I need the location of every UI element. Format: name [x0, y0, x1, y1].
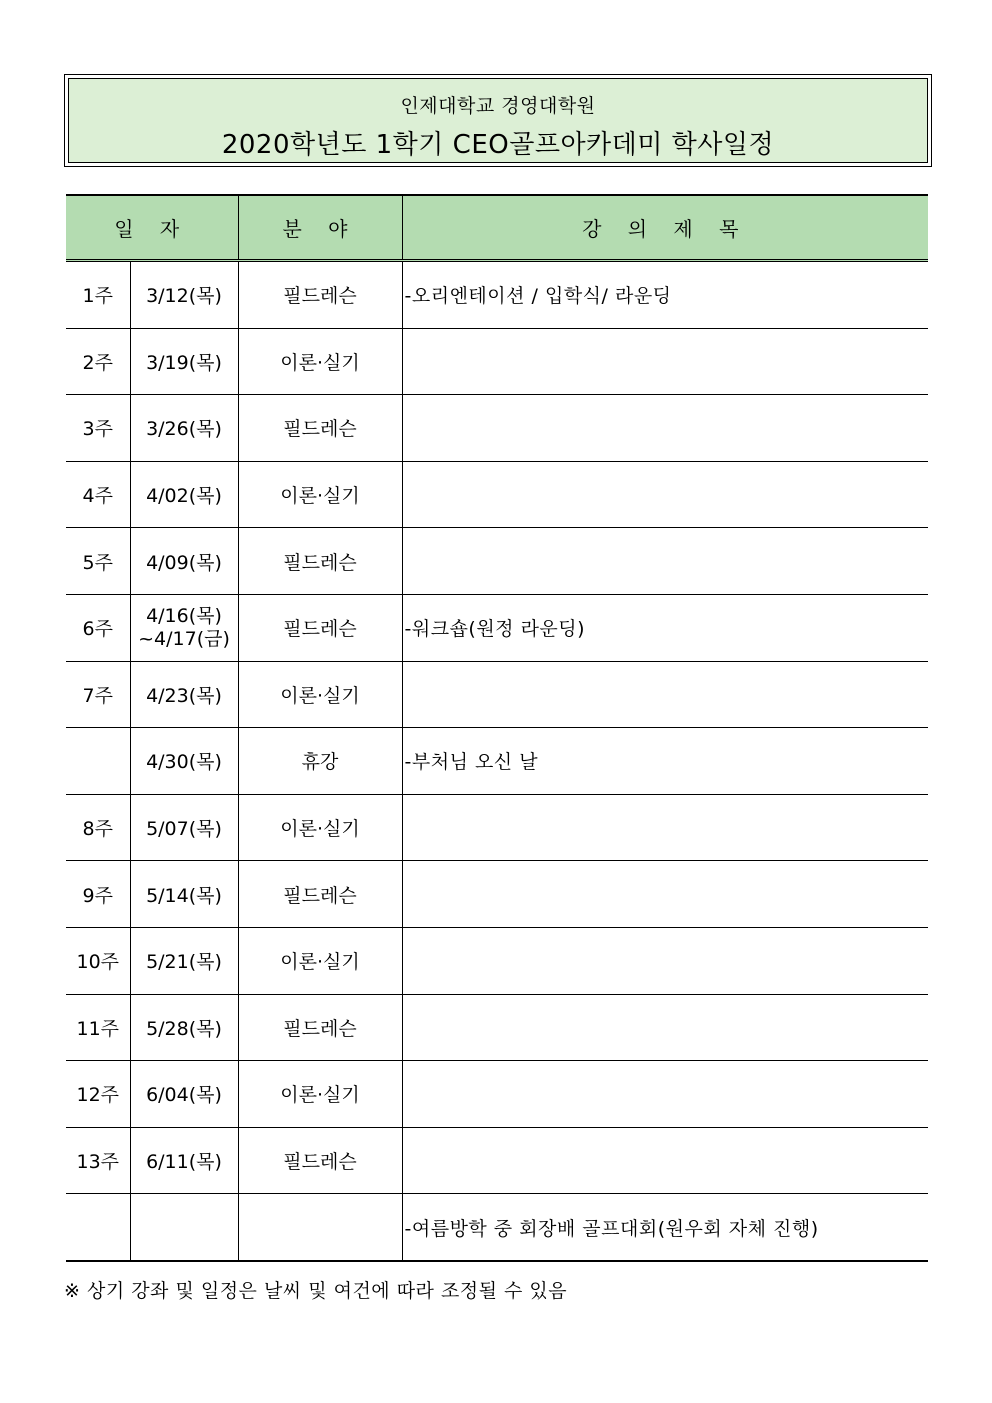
week-cell: 13주 [66, 1127, 130, 1194]
week-cell: 7주 [66, 661, 130, 728]
topic-cell [402, 994, 928, 1061]
week-cell: 1주 [66, 261, 130, 329]
field-cell: 필드레슨 [238, 994, 402, 1061]
field-cell: 이론·실기 [238, 794, 402, 861]
week-cell: 8주 [66, 794, 130, 861]
date-cell: 4/09(목) [130, 528, 238, 595]
week-cell: 3주 [66, 395, 130, 462]
table-row [66, 328, 928, 395]
week-cell: 12주 [66, 1061, 130, 1128]
field-cell: 필드레슨 [238, 395, 402, 462]
date-cell: 5/07(목) [130, 794, 238, 861]
topic-cell: -워크숍(원정 라운딩) [402, 594, 928, 661]
topic-cell [402, 528, 928, 595]
date-cell [130, 1194, 238, 1261]
field-cell: 이론·실기 [238, 927, 402, 994]
week-cell: 9주 [66, 861, 130, 928]
topic-cell [402, 328, 928, 395]
field-cell: 이론·실기 [238, 661, 402, 728]
topic-cell: -오리엔테이션 / 입학식/ 라운딩 [402, 261, 928, 329]
date-cell: 3/26(목) [130, 395, 238, 462]
field-cell: 이론·실기 [238, 461, 402, 528]
date-cell: 6/04(목) [130, 1061, 238, 1128]
topic-cell [402, 927, 928, 994]
field-cell: 필드레슨 [238, 594, 402, 661]
footnote: ※ 상기 강좌 및 일정은 날씨 및 여건에 따라 조정될 수 있음 [64, 1280, 568, 1302]
table-row [66, 994, 928, 1061]
topic-cell [402, 461, 928, 528]
field-cell: 필드레슨 [238, 861, 402, 928]
column-header-field: 분 야 [238, 195, 402, 261]
table-row [66, 728, 928, 795]
table-row [66, 395, 928, 462]
topic-cell [402, 1127, 928, 1194]
date-cell: 4/02(목) [130, 461, 238, 528]
topic-cell [402, 794, 928, 861]
title-banner [68, 78, 928, 163]
table-row [66, 861, 928, 928]
field-cell: 필드레슨 [238, 1127, 402, 1194]
date-cell: 5/14(목) [130, 861, 238, 928]
date-cell: 3/19(목) [130, 328, 238, 395]
week-cell [66, 728, 130, 795]
field-cell: 필드레슨 [238, 528, 402, 595]
field-cell: 이론·실기 [238, 328, 402, 395]
week-cell [66, 1194, 130, 1261]
topic-cell [402, 395, 928, 462]
table-row [66, 461, 928, 528]
field-cell [238, 1194, 402, 1261]
field-cell: 휴강 [238, 728, 402, 795]
date-cell: 5/21(목) [130, 927, 238, 994]
table-row [66, 528, 928, 595]
date-line: 4/16(목) [146, 604, 222, 627]
table-row [66, 1127, 928, 1194]
date-cell: 4/23(목) [130, 661, 238, 728]
table-row [66, 1061, 928, 1128]
date-cell: 4/30(목) [130, 728, 238, 795]
column-header-date: 일 자 [66, 195, 238, 261]
table-header-row [66, 195, 928, 261]
document-title: 2020학년도 1학기 CEO골프아카데미 학사일정 [221, 130, 775, 160]
topic-cell: -여름방학 중 회장배 골프대회(원우회 자체 진행) [402, 1194, 928, 1261]
document-subtitle: 인제대학교 경영대학원 [400, 95, 596, 117]
week-cell: 5주 [66, 528, 130, 595]
table-row [66, 794, 928, 861]
date-cell: 6/11(목) [130, 1127, 238, 1194]
table-row [66, 661, 928, 728]
table-row [66, 261, 928, 329]
column-header-topic: 강 의 제 목 [402, 195, 928, 261]
week-cell: 4주 [66, 461, 130, 528]
topic-cell [402, 1061, 928, 1128]
date-cell: 3/12(목) [130, 261, 238, 329]
table-row [66, 594, 928, 661]
schedule-table [66, 194, 928, 1262]
date-line: ~4/17(금) [138, 627, 230, 650]
date-cell [130, 594, 238, 661]
topic-cell [402, 661, 928, 728]
topic-cell: -부처님 오신 날 [402, 728, 928, 795]
field-cell: 이론·실기 [238, 1061, 402, 1128]
topic-cell [402, 861, 928, 928]
week-cell: 10주 [66, 927, 130, 994]
week-cell: 2주 [66, 328, 130, 395]
table-row [66, 1194, 928, 1261]
date-cell: 5/28(목) [130, 994, 238, 1061]
week-cell: 11주 [66, 994, 130, 1061]
field-cell: 필드레슨 [238, 261, 402, 329]
table-row [66, 927, 928, 994]
title-box [64, 74, 932, 167]
week-cell: 6주 [66, 594, 130, 661]
